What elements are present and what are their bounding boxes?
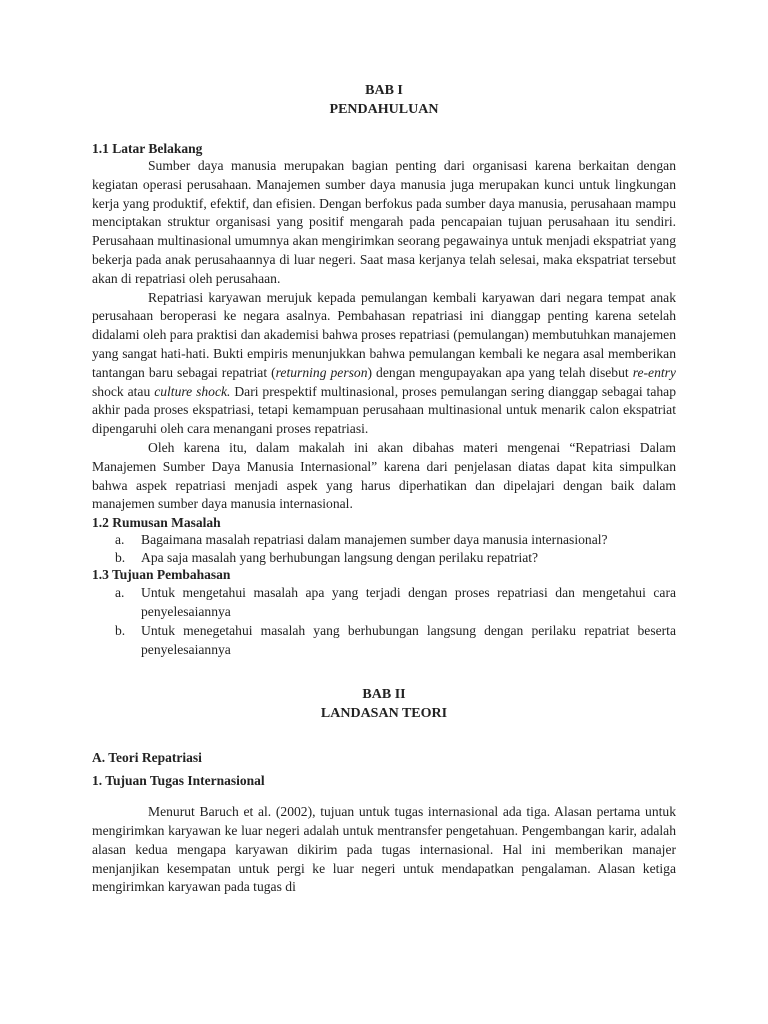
list-item <box>92 621 676 659</box>
list-marker: b. <box>115 623 126 639</box>
chapter-number: BAB II <box>362 687 406 703</box>
paragraph: Sumber daya manusia merupakan bagian penting dari organisasi karena berkaitan dengan kegiatan operasi perusahaan. Manajemen sumber daya manusia juga merupakan kunci untuk lingkungan kerja yang produktif, efektif, dan efisien. Dengan berfokus pada sumber daya manusia, perusahaan mampu menciptakan struktur organisasi yang positif mengarah pada pencapaian tujuan perusahaan itu sendiri. Perusahaan multinasional umumnya akan mengirimkan seorang pegawainya untuk menjadi ekspatriat yang bekerja pada anak perusahaannya di luar negeri. Saat masa kerjanya telah selesai, maka ekspatriat tersebut akan di repatriasi oleh perusahaan. <box>92 158 676 286</box>
paragraph: Menurut Baruch et al. (2002), tujuan untuk tugas internasional ada tiga. Alasan pertama untuk mengirimkan karyawan ke luar negeri adalah untuk mentransfer pengetahuan. Pengembangan karir, adalah alasan kedua mengapa karyawan dikirim pada tugas internasional. Hal ini memberikan manajer menjanjikan kesempatan untuk pergi ke luar negeri untuk mendapatkan pengalaman. Alasan ketiga mengirimkan karyawan pada tugas di <box>92 804 676 895</box>
section-heading-latar-belakang: 1.1 Latar Belakang <box>92 141 203 156</box>
list <box>92 583 676 659</box>
list-item-text: Untuk mengetahui masalah apa yang terjadi dengan proses repatriasi dan mengetahui cara penyelesaiannya <box>141 585 676 620</box>
chapter-title: LANDASAN TEORI <box>320 706 448 722</box>
list-item <box>92 583 676 621</box>
section-heading-teori-repatriasi: A. Teori Repatriasi <box>92 750 202 766</box>
text-run: shock atau <box>92 383 155 399</box>
section-heading-tujuan-pembahasan: 1.3 Tujuan Pembahasan <box>92 567 231 583</box>
text-run: Repatriasi karyawan merujuk kepada pemulangan kembali karyawan dari negara tempat anak perusahaan beroperasi ke negara asalnya. Pembahasan repatriasi ini dianggap penting karena setelah didalami oleh para praktisi dan akademisi bahwa proses repatriasi (pemulangan) membutuhkan manajemen yang sangat hati-hati. Bukti empiris menunjukkan bahwa pemulangan kembali ke negara asal memberikan tantangan baru sebagai repatriat ( <box>92 289 676 380</box>
list-item-text: Apa saja masalah yang berhubungan langsung dengan perilaku repatriat? <box>141 549 539 565</box>
list <box>92 531 676 566</box>
subsection-heading-tujuan-tugas: 1. Tujuan Tugas Internasional <box>92 773 265 789</box>
list-item <box>92 531 676 549</box>
italic-term: culture shock. <box>154 383 231 399</box>
list-marker: a. <box>115 585 125 601</box>
paragraph <box>92 289 676 439</box>
section-heading-rumusan-masalah: 1.2 Rumusan Masalah <box>92 515 221 531</box>
list-item-text: Bagaimana masalah repatriasi dalam manajemen sumber daya manusia internasional? <box>141 532 608 548</box>
chapter-title: PENDAHULUAN <box>329 102 439 117</box>
italic-term: returning person <box>275 364 368 380</box>
list-marker: a. <box>115 532 125 548</box>
italic-term: re-entry <box>632 364 676 380</box>
chapter-number: BAB I <box>365 83 403 98</box>
text-run: ) dengan mengupayakan apa yang telah disebut <box>367 364 633 380</box>
list-item <box>92 549 676 567</box>
list-item-text: Untuk menegetahui masalah yang berhubungan langsung dengan perilaku repatriat beserta penyelesaiannya <box>141 623 676 658</box>
text-run: Dari prespektif multinasional, proses pemulangan sering dianggap sebagai tahap akhir pada proses ekspatriasi, tetapi kemampuan perusahaan multinasional untuk menarik calon ekspatriat dipengaruhi oleh cara menangani proses repatriasi. <box>92 383 676 437</box>
list-marker: b. <box>115 549 126 565</box>
paragraph: Oleh karena itu, dalam makalah ini akan dibahas materi mengenai “Repatriasi Dalam Manajemen Sumber Daya Manusia Internasional” karena dari penjelasan diatas dapat kita simpulkan bahwa aspek repatriasi menjadi aspek yang harus diperhatikan dan dipelajari dengan baik dalam manajemen sumber daya manusia internasional. <box>92 439 676 512</box>
